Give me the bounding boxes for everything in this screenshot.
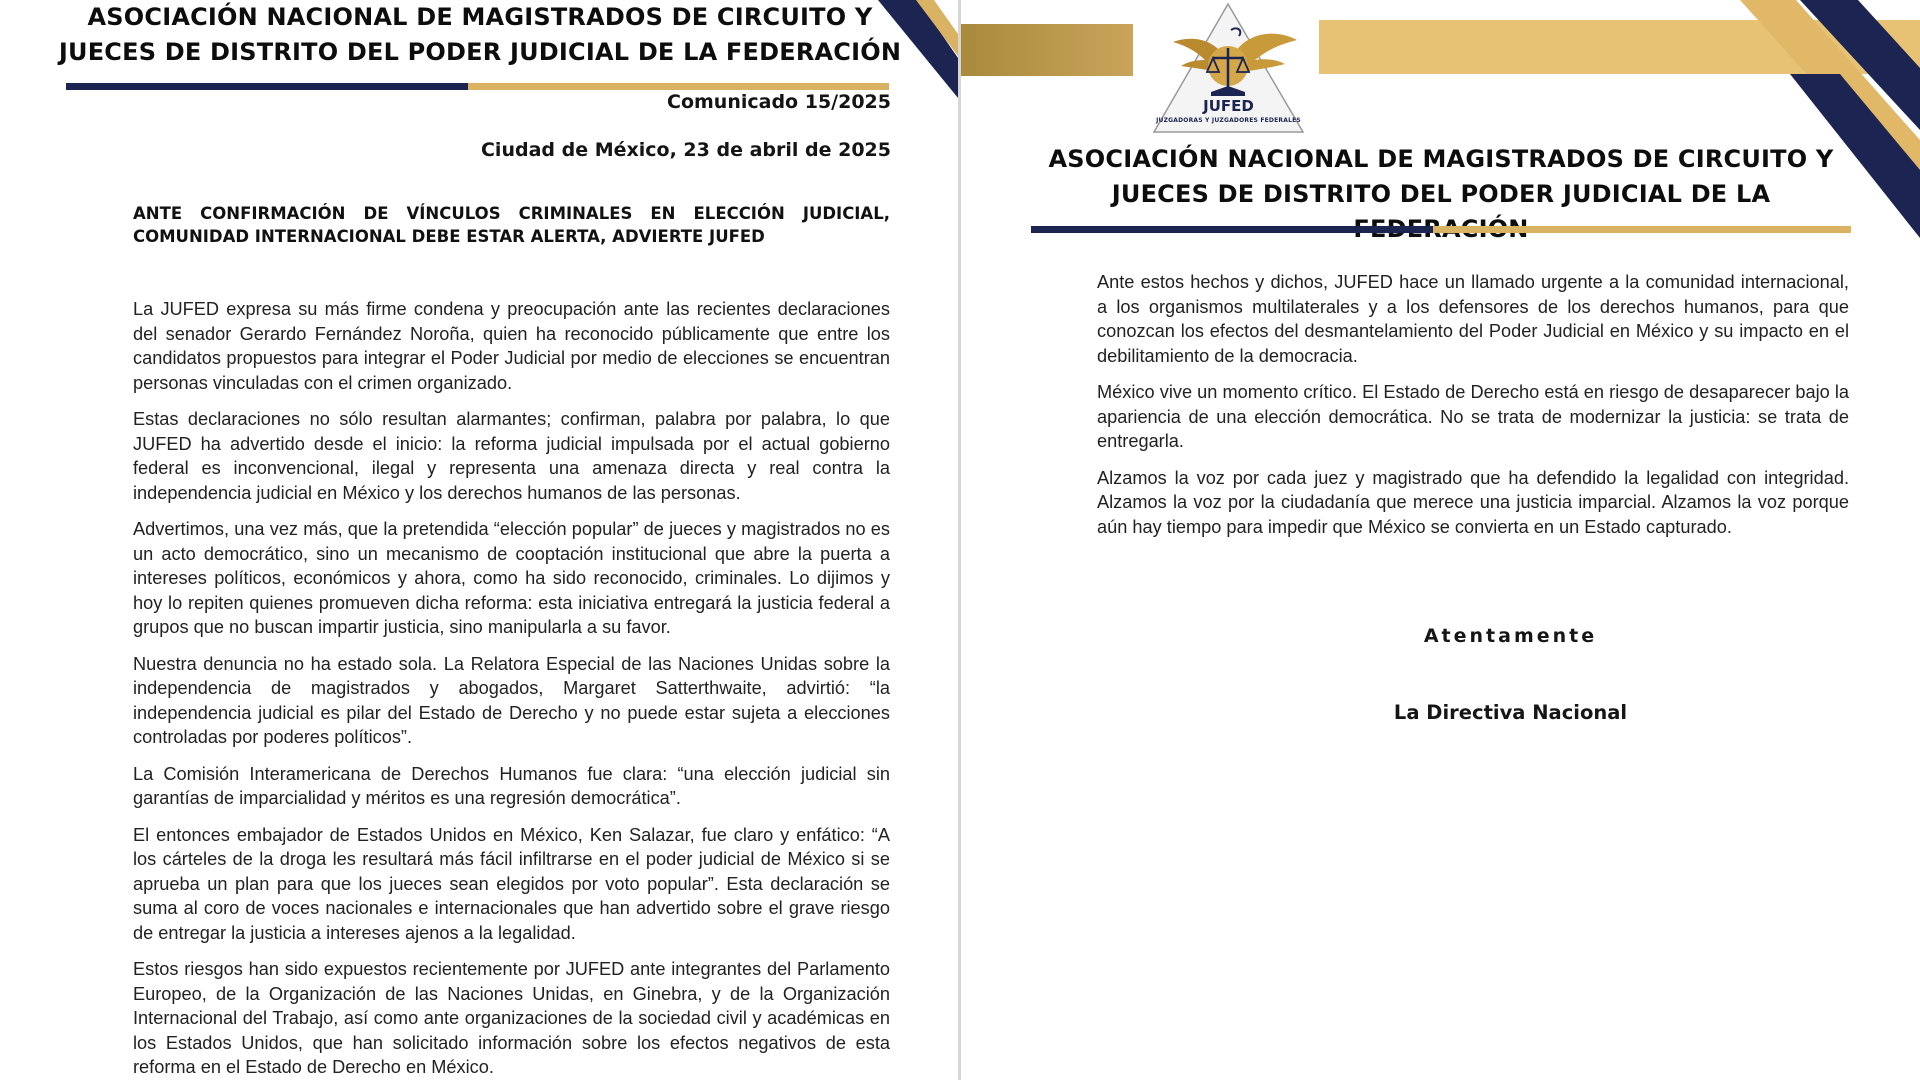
paragraph: La Comisión Interamericana de Derechos Humanos fue clara: “una elección judicial sin garantías de imparcialidad y méritos es una regresión democrática”.: [133, 763, 890, 808]
document-page-2: [961, 0, 1920, 1080]
signature-line: La Directiva Nacional: [1393, 701, 1628, 724]
paragraph: Nuestra denuncia no ha estado sola. La Relatora Especial de las Naciones Unidas sobre la independencia de magistrados y abogados, Margaret Satterthwaite, advirtió: “la independencia judicial es pilar del Estado de Derecho y no puede estar sujeta a elecciones controladas por poderes políticos”.: [133, 653, 890, 747]
paragraph: México vive un momento crítico. El Estado de Derecho está en riesgo de desaparecer bajo la apariencia de una elección democrática. No se trata de modernizar la justicia: se trata de entregarla.: [1097, 382, 1849, 451]
paragraph: Estas declaraciones no sólo resultan alarmantes; confirman, palabra por palabra, lo que JUFED ha advertido desde el inicio: la reforma judicial impulsada por el actual gobierno federal es inconvencional, ilegal y representa una amenaza directa y real contra la independencia judicial en México y los derechos humanos de las personas.: [133, 409, 890, 503]
paragraph: La JUFED expresa su más firme condena y preocupación ante las recientes declaraciones del senador Gerardo Fernández Noroña, quien ha reconocido públicamente que entre los candidatos propuestos para integrar el Poder Judicial por medio de elecciones se encuentran personas vinculadas con el crimen organizado.: [133, 299, 890, 393]
scales-of-justice-winged-icon: [1151, 0, 1306, 136]
title-underline: [1031, 226, 1851, 233]
body-text: [133, 297, 890, 1080]
jufed-logo: [1151, 0, 1306, 136]
paragraph: Alzamos la voz por cada juez y magistrado que ha defendido la legalidad con integridad. Alzamos la voz por la ciudadanía que merece una justicia imparcial. Alzamos la voz porque aún hay tiempo para impedir que México se convierta en un Estado capturado.: [1097, 467, 1849, 537]
paragraph: Advertimos, una vez más, que la pretendida “elección popular” de jueces y magistrados no es un acto democrático, sino un mecanismo de cooptación institucional que abre la puerta a intereses políticos, económicos y ahora, como ha sido reconocido, criminales. Lo dijimos y hoy lo repiten quienes promueven dicha reforma: esta iniciativa entregará la justicia federal a grupos que no buscan impartir justicia, sino manipularla a su favor.: [133, 519, 890, 637]
header-band-left: [961, 24, 1133, 76]
paragraph: Estos riesgos han sido expuestos recientemente por JUFED ante integrantes del Parlamento Europeo, de la Organización de las Naciones Unidas, en Ginebra, y de la Organización Internacional del Trabajo, así como ante organizaciones de la sociedad civil y académicas en los Estados Unidos, que han solicitado información sobre los efectos negativos de esta reforma en el Estado de Derecho en México.: [133, 959, 890, 1077]
place-and-date: Ciudad de México, 23 de abril de 2025: [480, 139, 891, 161]
logo-name: JUFED: [1203, 97, 1254, 115]
press-release-headline: ANTE CONFIRMACIÓN DE VÍNCULOS CRIMINALES EN ELECCIÓN JUDICIAL, COMUNIDAD INTERNACIONAL DEBE ESTAR ALERTA, ADVIERTE JUFED: [133, 204, 890, 246]
body-text: [1097, 270, 1849, 551]
logo-tagline: JUZGADORAS Y JUZGADORES FEDERALES: [1156, 117, 1301, 124]
communique-number: Comunicado 15/2025: [667, 91, 891, 113]
paragraph: Ante estos hechos y dichos, JUFED hace un llamado urgente a la comunidad internacional, a los organismos multilaterales y a los defensores de los derechos humanos, para que conozcan los efectos del desmantelamiento del Poder Judicial en México y su impacto en el debilitamiento de la democracia.: [1097, 272, 1849, 366]
organization-title: ASOCIACIÓN NACIONAL DE MAGISTRADOS DE CIRCUITO Y JUECES DE DISTRITO DEL PODER JUDICIAL DE LA: [1048, 145, 1834, 208]
document-page-1: [0, 0, 958, 1080]
title-underline: [66, 83, 889, 90]
paragraph: El entonces embajador de Estados Unidos en México, Ken Salazar, fue claro y enfático: “A los cárteles de la droga les resultará más fácil infiltrarse en el poder judicial de México si se aprueba un plan para que los jueces sean elegidos por voto popular”. Esta declaración se suma al coro de voces nacionales e internacionales que han advertido sobre el grave riesgo de entregar la justicia a intereses ajenos a la legalidad.: [133, 824, 890, 943]
closing-salutation: Atentamente: [1423, 625, 1598, 647]
organization-title: ASOCIACIÓN NACIONAL DE MAGISTRADOS DE CIRCUITO Y JUECES DE DISTRITO DEL PODER JUDICIAL DE LA FEDERACIÓN: [58, 3, 902, 66]
